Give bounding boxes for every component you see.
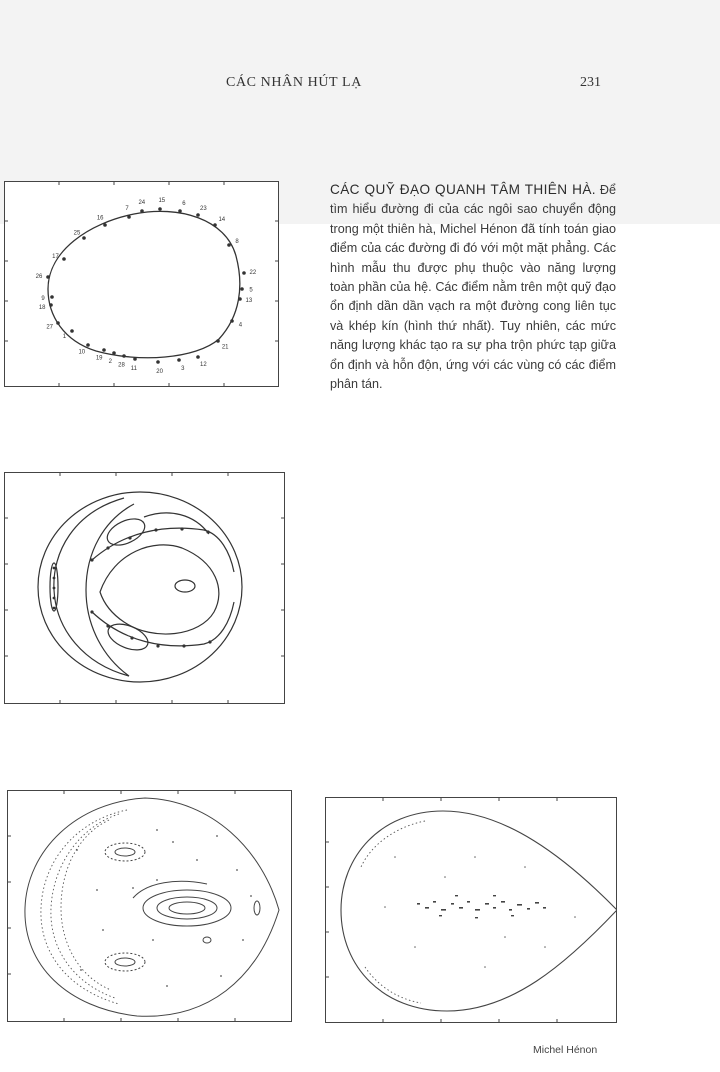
- page-right-margin: [628, 224, 720, 1072]
- orbit-point-label: 28: [118, 362, 125, 369]
- caption-body: Để tìm hiểu đường đi của các ngôi sao chuyển động trong một thiên hà, Michel Hénon đã tính toán giao điểm của các đường đi đó với một mặt phẳng. Các hình mẫu thu được phụ thuộc vào năng lượng toàn phần của hệ. Các điểm nằm trên một quỹ đạo ổn định dần dần vạch ra một đường cong liên tục và khép kín (hình thứ nhất). Tuy nhiên, các mức năng lượng khác tạo ra sự pha trộn phức tạp giữa ổn định và hỗn độn, ứng với các vùng có các điểm phân tán.: [330, 183, 617, 392]
- islands-plot: [4, 472, 285, 704]
- running-title: CÁC NHÂN HÚT LẠ: [226, 75, 362, 90]
- orbit-point-label: 25: [73, 230, 81, 237]
- orbit-point: [216, 339, 220, 343]
- orbit-point-label: 17: [52, 254, 59, 261]
- caption-title: CÁC QUỸ ĐẠO QUANH TÂM THIÊN HÀ.: [330, 182, 596, 197]
- orbit-point-label: 23: [200, 205, 207, 212]
- orbit-point: [158, 207, 162, 211]
- orbit-point-label: 12: [200, 362, 207, 369]
- orbit-point-label: 20: [156, 368, 163, 375]
- orbit-point-label: 18: [38, 304, 46, 311]
- orbit-point-label: 21: [221, 344, 229, 351]
- orbit-point: [177, 358, 181, 362]
- chaotic-core: [417, 895, 546, 918]
- orbit-point-label: 13: [245, 298, 253, 305]
- orbit-point: [213, 223, 217, 227]
- orbit-points: [36, 198, 257, 375]
- separatrix-left: [54, 498, 134, 676]
- orbit-point: [127, 215, 131, 219]
- orbit-point: [56, 321, 60, 325]
- chaotic-plot: [325, 797, 617, 1023]
- outer-boundary: [25, 798, 279, 1016]
- photo-credit: Michel Hénon: [533, 1044, 598, 1056]
- figure-caption: [330, 180, 616, 394]
- orbit-point-label: 2: [108, 359, 112, 366]
- orbit-point-label: 22: [249, 269, 257, 276]
- plot-frame: [326, 798, 617, 1023]
- orbit-point-label: 5: [249, 287, 253, 294]
- orbit-point: [242, 271, 246, 275]
- orbit-point: [227, 243, 231, 247]
- orbit-point: [86, 343, 90, 347]
- orbit-point: [46, 275, 50, 279]
- stable-orbit-plot: [4, 181, 279, 387]
- figure-chaotic: [325, 797, 617, 1023]
- orbit-point-label: 6: [182, 200, 186, 207]
- orbit-point-label: 9: [41, 296, 45, 303]
- teardrop-boundary: [341, 811, 617, 1011]
- orbit-point: [140, 209, 144, 213]
- orbit-point-label: 15: [158, 198, 166, 205]
- orbit-point: [122, 354, 126, 358]
- plot-frame: [8, 791, 292, 1022]
- orbit-point-label: 26: [35, 274, 43, 281]
- frame-ticks: [7, 790, 235, 1022]
- island-points: [53, 527, 212, 647]
- figure-stable-orbit: [4, 181, 279, 387]
- mixed-chaos-plot: [7, 790, 292, 1022]
- orbit-point: [156, 360, 160, 364]
- orbit-point-label: 11: [130, 365, 138, 372]
- central-loop: [100, 545, 219, 634]
- orbit-point: [240, 287, 244, 291]
- orbit-point-label: 1: [62, 333, 67, 340]
- orbit-point: [112, 351, 116, 355]
- orbit-point: [178, 209, 182, 213]
- orbit-point: [133, 357, 137, 361]
- orbit-point: [62, 257, 66, 261]
- orbit-point-label: 7: [125, 206, 129, 213]
- orbit-point-label: 10: [78, 349, 86, 356]
- orbit-point-label: 19: [95, 355, 103, 362]
- orbit-point-label: 3: [181, 366, 185, 373]
- separatrix-upper: [92, 528, 234, 572]
- figure-mixed-chaos: [7, 790, 292, 1022]
- orbit-point-label: 27: [46, 324, 54, 331]
- frame-ticks: [4, 472, 285, 704]
- scattered-points: [76, 829, 252, 987]
- upper-island: [103, 514, 149, 551]
- orbit-point-label: 4: [238, 322, 243, 329]
- orbit-point: [103, 223, 107, 227]
- orbit-point: [238, 297, 242, 301]
- orbit-point-label: 24: [138, 200, 146, 206]
- orbit-point: [50, 295, 54, 299]
- orbit-point-label: 16: [96, 215, 104, 222]
- orbit-point: [49, 303, 53, 307]
- scattered-points: [384, 856, 576, 968]
- chaotic-edge: [361, 821, 425, 1003]
- central-island: [175, 580, 195, 592]
- island-curves: [38, 492, 242, 682]
- orbit-point: [230, 319, 234, 323]
- page-number: 231: [580, 75, 601, 90]
- orbit-point: [196, 355, 200, 359]
- orbit-point: [102, 348, 106, 352]
- orbit-point: [196, 213, 200, 217]
- orbit-point: [70, 329, 74, 333]
- orbit-point: [82, 236, 86, 240]
- separatrix-lower: [92, 602, 234, 646]
- figure-islands: [4, 472, 285, 704]
- regular-islands: [105, 843, 260, 971]
- orbit-point-label: 8: [235, 239, 239, 246]
- orbit-point-label: 14: [218, 217, 226, 224]
